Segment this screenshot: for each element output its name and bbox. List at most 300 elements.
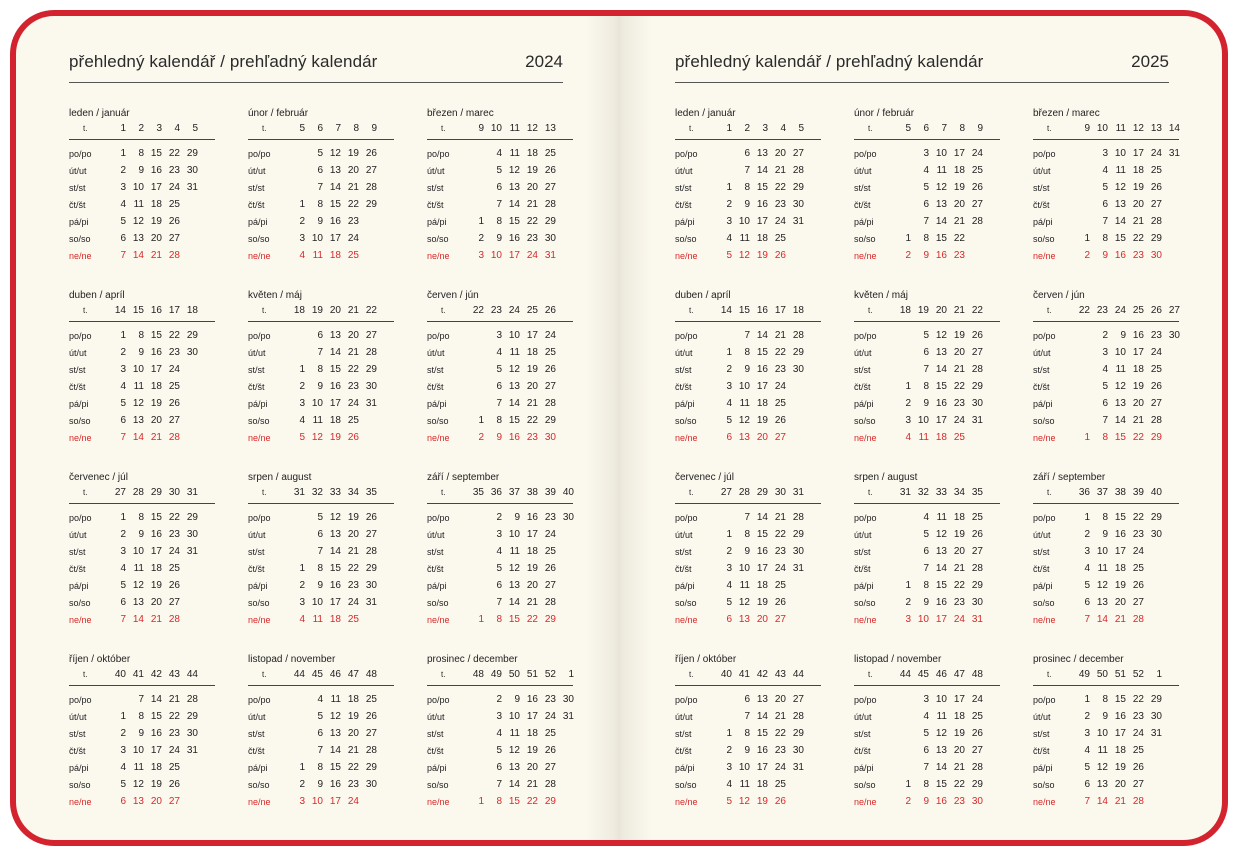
day-number: 1 — [726, 182, 732, 193]
day-label: st/st — [675, 547, 692, 557]
month-name: květen / máj — [248, 290, 302, 301]
day-label: út/ut — [248, 348, 266, 358]
day-number: 16 — [935, 796, 947, 807]
day-label: pá/pi — [427, 217, 447, 227]
day-number: 6 — [923, 199, 929, 210]
day-number: 30 — [971, 796, 983, 807]
day-number: 22 — [347, 563, 359, 574]
week-number-row — [248, 305, 394, 322]
day-label: út/ut — [1033, 530, 1051, 540]
day-number: 14 — [329, 347, 341, 358]
day-number: 11 — [133, 199, 144, 210]
week-number: 28 — [132, 487, 144, 498]
day-row — [427, 546, 579, 560]
day-number: 30 — [365, 779, 377, 790]
day-number: 28 — [792, 330, 804, 341]
day-number: 9 — [923, 597, 929, 608]
day-row — [69, 364, 221, 378]
day-row — [427, 415, 579, 429]
month-block — [69, 472, 221, 632]
day-label: čt/št — [854, 382, 871, 392]
day-label: po/po — [675, 695, 698, 705]
day-row — [427, 347, 579, 361]
day-label: st/st — [248, 729, 265, 739]
week-number: 28 — [738, 487, 750, 498]
week-number: 24 — [1114, 305, 1126, 316]
day-number: 9 — [317, 216, 323, 227]
month-block — [248, 290, 400, 450]
day-number: 22 — [347, 364, 359, 375]
week-number: 31 — [899, 487, 911, 498]
day-number: 31 — [186, 182, 198, 193]
day-number: 7 — [744, 711, 750, 722]
day-number: 8 — [744, 182, 750, 193]
week-number: 12 — [526, 123, 538, 134]
day-label: po/po — [69, 695, 92, 705]
day-number: 6 — [923, 745, 929, 756]
day-label: po/po — [248, 695, 271, 705]
day-number: 19 — [953, 182, 965, 193]
week-label: t. — [441, 306, 446, 315]
day-label: st/st — [427, 547, 444, 557]
day-number: 12 — [329, 512, 341, 523]
day-number: 11 — [509, 728, 520, 739]
day-number: 9 — [1102, 711, 1108, 722]
day-number: 4 — [496, 148, 502, 159]
day-number: 21 — [347, 745, 359, 756]
day-number: 4 — [299, 415, 305, 426]
day-number: 15 — [935, 779, 947, 790]
day-label: pá/pi — [69, 763, 89, 773]
day-row — [1033, 398, 1185, 412]
day-label: st/st — [675, 365, 692, 375]
week-number: 38 — [526, 487, 538, 498]
day-row — [1033, 381, 1185, 395]
week-number: 22 — [365, 305, 377, 316]
day-row — [69, 148, 221, 162]
day-number: 17 — [526, 711, 538, 722]
day-number: 14 — [132, 614, 144, 625]
day-row — [675, 694, 827, 708]
day-number: 19 — [953, 330, 965, 341]
week-number: 16 — [150, 305, 162, 316]
day-number: 15 — [150, 148, 162, 159]
day-number: 17 — [756, 381, 768, 392]
day-number: 7 — [923, 563, 929, 574]
day-number: 13 — [1096, 597, 1108, 608]
day-number: 22 — [1132, 233, 1144, 244]
day-number: 29 — [792, 347, 804, 358]
day-number: 18 — [329, 614, 341, 625]
month-name: listopad / november — [248, 654, 336, 665]
day-number: 25 — [774, 398, 786, 409]
day-number: 27 — [168, 796, 180, 807]
week-number: 51 — [526, 669, 538, 680]
day-row — [248, 529, 400, 543]
day-number: 19 — [347, 148, 359, 159]
day-number: 21 — [526, 597, 538, 608]
day-row — [69, 779, 221, 793]
day-number: 25 — [168, 381, 180, 392]
day-number: 31 — [186, 546, 198, 557]
day-number: 6 — [1102, 199, 1108, 210]
day-number: 26 — [544, 563, 556, 574]
day-number: 16 — [150, 728, 162, 739]
day-number: 20 — [150, 233, 162, 244]
day-number: 29 — [186, 330, 198, 341]
day-number: 17 — [329, 398, 341, 409]
day-number: 5 — [726, 597, 732, 608]
day-number: 22 — [168, 330, 180, 341]
day-label: ne/ne — [1033, 433, 1056, 443]
week-number: 27 — [114, 487, 126, 498]
day-label: st/st — [1033, 365, 1050, 375]
day-number: 8 — [744, 529, 750, 540]
week-label: t. — [689, 124, 694, 133]
day-number: 17 — [329, 233, 341, 244]
day-number: 14 — [329, 182, 341, 193]
day-number: 12 — [508, 165, 520, 176]
week-number: 4 — [780, 123, 786, 134]
day-number: 27 — [792, 148, 804, 159]
day-number: 12 — [132, 216, 144, 227]
week-number: 44 — [792, 669, 804, 680]
day-label: ne/ne — [854, 797, 877, 807]
day-number: 23 — [168, 728, 180, 739]
month-name: červen / jún — [1033, 290, 1085, 301]
day-row — [1033, 148, 1185, 162]
week-number: 46 — [329, 669, 341, 680]
day-number: 15 — [1114, 694, 1126, 705]
day-label: út/ut — [248, 166, 266, 176]
day-number: 17 — [935, 415, 947, 426]
day-row — [248, 381, 400, 395]
day-label: pá/pi — [248, 581, 268, 591]
day-label: so/so — [248, 416, 270, 426]
day-number: 5 — [317, 148, 323, 159]
day-row — [675, 199, 827, 213]
day-label: ne/ne — [675, 251, 698, 261]
day-number: 11 — [312, 614, 323, 625]
day-number: 30 — [792, 364, 804, 375]
day-number: 28 — [792, 165, 804, 176]
day-row — [1033, 745, 1185, 759]
day-number: 5 — [1084, 580, 1090, 591]
day-number: 26 — [774, 796, 786, 807]
day-number: 3 — [120, 546, 126, 557]
month-name: červenec / júl — [69, 472, 128, 483]
day-number: 10 — [132, 546, 144, 557]
week-label: t. — [441, 124, 446, 133]
day-row — [248, 694, 400, 708]
week-number: 44 — [293, 669, 305, 680]
day-number: 14 — [132, 432, 144, 443]
day-number: 22 — [774, 347, 786, 358]
day-label: ne/ne — [248, 615, 271, 625]
week-number: 47 — [953, 669, 965, 680]
day-number: 19 — [347, 512, 359, 523]
day-row — [248, 182, 400, 196]
week-number: 1 — [726, 123, 732, 134]
day-row — [248, 728, 400, 742]
day-row — [248, 148, 400, 162]
day-number: 19 — [1114, 762, 1126, 773]
day-number: 4 — [726, 580, 732, 591]
day-row — [675, 233, 827, 247]
day-number: 15 — [935, 233, 947, 244]
day-number: 24 — [1150, 347, 1162, 358]
week-number: 23 — [490, 305, 502, 316]
day-row — [675, 432, 827, 446]
week-number: 47 — [347, 669, 359, 680]
month-block — [248, 654, 400, 814]
day-number: 26 — [347, 432, 359, 443]
day-row — [427, 330, 579, 344]
week-number: 13 — [1150, 123, 1162, 134]
day-label: st/st — [675, 183, 692, 193]
day-row — [427, 762, 579, 776]
day-row — [675, 796, 827, 810]
day-number: 15 — [1114, 432, 1126, 443]
day-number: 17 — [1114, 728, 1126, 739]
day-number: 18 — [756, 779, 768, 790]
week-number: 24 — [508, 305, 520, 316]
day-number: 30 — [971, 597, 983, 608]
day-number: 26 — [168, 398, 180, 409]
day-number: 3 — [496, 330, 502, 341]
week-number: 37 — [508, 487, 520, 498]
day-number: 8 — [496, 216, 502, 227]
day-number: 3 — [299, 597, 305, 608]
day-number: 6 — [923, 546, 929, 557]
day-number: 2 — [299, 216, 305, 227]
day-row — [427, 563, 579, 577]
day-label: čt/št — [427, 382, 444, 392]
day-row — [854, 233, 1006, 247]
day-number: 2 — [120, 347, 126, 358]
day-label: út/ut — [1033, 166, 1051, 176]
day-number: 22 — [953, 580, 965, 591]
week-label: t. — [83, 488, 88, 497]
day-number: 22 — [168, 148, 180, 159]
day-number: 10 — [1096, 546, 1108, 557]
day-number: 2 — [299, 381, 305, 392]
day-number: 21 — [526, 398, 538, 409]
week-number-row — [854, 305, 1000, 322]
day-number: 9 — [317, 580, 323, 591]
day-number: 1 — [299, 762, 305, 773]
day-number: 17 — [329, 796, 341, 807]
day-number: 15 — [756, 529, 768, 540]
day-number: 4 — [120, 199, 126, 210]
day-number: 24 — [1132, 546, 1144, 557]
day-number: 16 — [329, 216, 341, 227]
day-number: 29 — [1150, 512, 1162, 523]
day-number: 9 — [138, 347, 144, 358]
day-label: po/po — [248, 513, 271, 523]
day-number: 16 — [756, 199, 768, 210]
day-row — [248, 432, 400, 446]
day-number: 17 — [1132, 148, 1144, 159]
week-number-row — [427, 305, 573, 322]
day-label: út/ut — [248, 712, 266, 722]
day-row — [854, 250, 1006, 264]
day-number: 23 — [526, 432, 538, 443]
day-number: 16 — [1132, 330, 1144, 341]
day-number: 25 — [971, 512, 983, 523]
day-number: 9 — [514, 694, 520, 705]
day-number: 19 — [953, 728, 965, 739]
day-number: 3 — [923, 148, 929, 159]
day-row — [854, 597, 1006, 611]
day-number: 3 — [726, 381, 732, 392]
week-number: 18 — [293, 305, 305, 316]
week-number: 11 — [1115, 123, 1126, 134]
day-row — [1033, 580, 1185, 594]
day-number: 6 — [120, 796, 126, 807]
day-label: čt/št — [675, 382, 692, 392]
day-label: čt/št — [248, 382, 265, 392]
day-number: 21 — [774, 512, 786, 523]
month-name: duben / apríl — [675, 290, 731, 301]
day-number: 29 — [365, 199, 377, 210]
day-number: 18 — [1114, 745, 1126, 756]
day-number: 4 — [496, 546, 502, 557]
day-number: 2 — [299, 580, 305, 591]
day-number: 14 — [329, 546, 341, 557]
day-label: pá/pi — [854, 217, 874, 227]
week-number: 31 — [293, 487, 305, 498]
day-label: pá/pi — [854, 581, 874, 591]
day-number: 31 — [792, 762, 804, 773]
day-number: 23 — [953, 398, 965, 409]
day-number: 6 — [923, 347, 929, 358]
day-label: so/so — [675, 598, 697, 608]
day-number: 11 — [1097, 745, 1108, 756]
week-number: 33 — [935, 487, 947, 498]
day-number: 16 — [756, 546, 768, 557]
day-row — [248, 711, 400, 725]
day-number: 5 — [299, 432, 305, 443]
day-number: 21 — [953, 762, 965, 773]
day-number: 26 — [971, 728, 983, 739]
day-number: 12 — [508, 364, 520, 375]
day-label: pá/pi — [1033, 217, 1053, 227]
day-row — [675, 546, 827, 560]
day-row — [854, 745, 1006, 759]
day-row — [427, 250, 579, 264]
month-name: červenec / júl — [675, 472, 734, 483]
day-number: 9 — [923, 398, 929, 409]
day-number: 5 — [923, 529, 929, 540]
page-header — [675, 52, 1169, 83]
day-row — [675, 347, 827, 361]
month-name: leden / január — [675, 108, 736, 119]
day-number: 22 — [347, 762, 359, 773]
day-number: 15 — [329, 364, 341, 375]
day-number: 13 — [329, 529, 341, 540]
week-number: 6 — [923, 123, 929, 134]
week-label: t. — [689, 670, 694, 679]
day-number: 14 — [508, 779, 520, 790]
day-number: 8 — [744, 347, 750, 358]
day-number: 28 — [168, 250, 180, 261]
week-number-row — [675, 305, 821, 322]
day-number: 6 — [1102, 398, 1108, 409]
day-number: 1 — [1084, 233, 1090, 244]
day-number: 20 — [347, 165, 359, 176]
day-number: 26 — [1132, 762, 1144, 773]
week-number: 41 — [132, 669, 144, 680]
day-number: 5 — [1084, 762, 1090, 773]
day-label: út/ut — [854, 166, 872, 176]
day-number: 14 — [329, 745, 341, 756]
day-label: po/po — [69, 331, 92, 341]
day-number: 4 — [923, 711, 929, 722]
day-number: 18 — [526, 347, 538, 358]
day-row — [69, 398, 221, 412]
day-number: 6 — [496, 580, 502, 591]
day-number: 7 — [496, 199, 502, 210]
day-number: 17 — [150, 364, 162, 375]
day-number: 10 — [311, 796, 323, 807]
week-number: 21 — [347, 305, 359, 316]
day-number: 13 — [132, 796, 144, 807]
day-number: 7 — [923, 364, 929, 375]
day-number: 28 — [1150, 216, 1162, 227]
day-number: 2 — [726, 199, 732, 210]
day-number: 18 — [756, 580, 768, 591]
week-number-row — [248, 669, 394, 686]
week-number: 10 — [490, 123, 502, 134]
day-row — [427, 381, 579, 395]
day-number: 11 — [312, 415, 323, 426]
day-number: 31 — [971, 415, 983, 426]
day-number: 26 — [168, 580, 180, 591]
day-label: ne/ne — [69, 251, 92, 261]
day-label: po/po — [427, 331, 450, 341]
day-number: 8 — [317, 762, 323, 773]
day-label: út/ut — [69, 712, 87, 722]
day-row — [675, 745, 827, 759]
day-number: 24 — [347, 233, 359, 244]
day-number: 4 — [726, 779, 732, 790]
day-row — [248, 597, 400, 611]
day-number: 14 — [935, 364, 947, 375]
day-label: pá/pi — [427, 399, 447, 409]
day-number: 26 — [168, 216, 180, 227]
day-row — [69, 694, 221, 708]
day-row — [248, 199, 400, 213]
day-number: 27 — [544, 182, 556, 193]
month-block — [675, 290, 827, 450]
day-number: 8 — [1102, 432, 1108, 443]
week-number: 49 — [1078, 669, 1090, 680]
day-number: 21 — [150, 432, 162, 443]
week-number: 32 — [917, 487, 929, 498]
day-number: 26 — [365, 711, 377, 722]
week-number: 18 — [186, 305, 198, 316]
week-number: 46 — [935, 669, 947, 680]
day-label: po/po — [69, 149, 92, 159]
day-row — [854, 330, 1006, 344]
day-number: 29 — [792, 182, 804, 193]
day-number: 14 — [1096, 614, 1108, 625]
month-name: červen / jún — [427, 290, 479, 301]
week-number: 48 — [971, 669, 983, 680]
day-number: 8 — [138, 330, 144, 341]
day-label: so/so — [1033, 780, 1055, 790]
